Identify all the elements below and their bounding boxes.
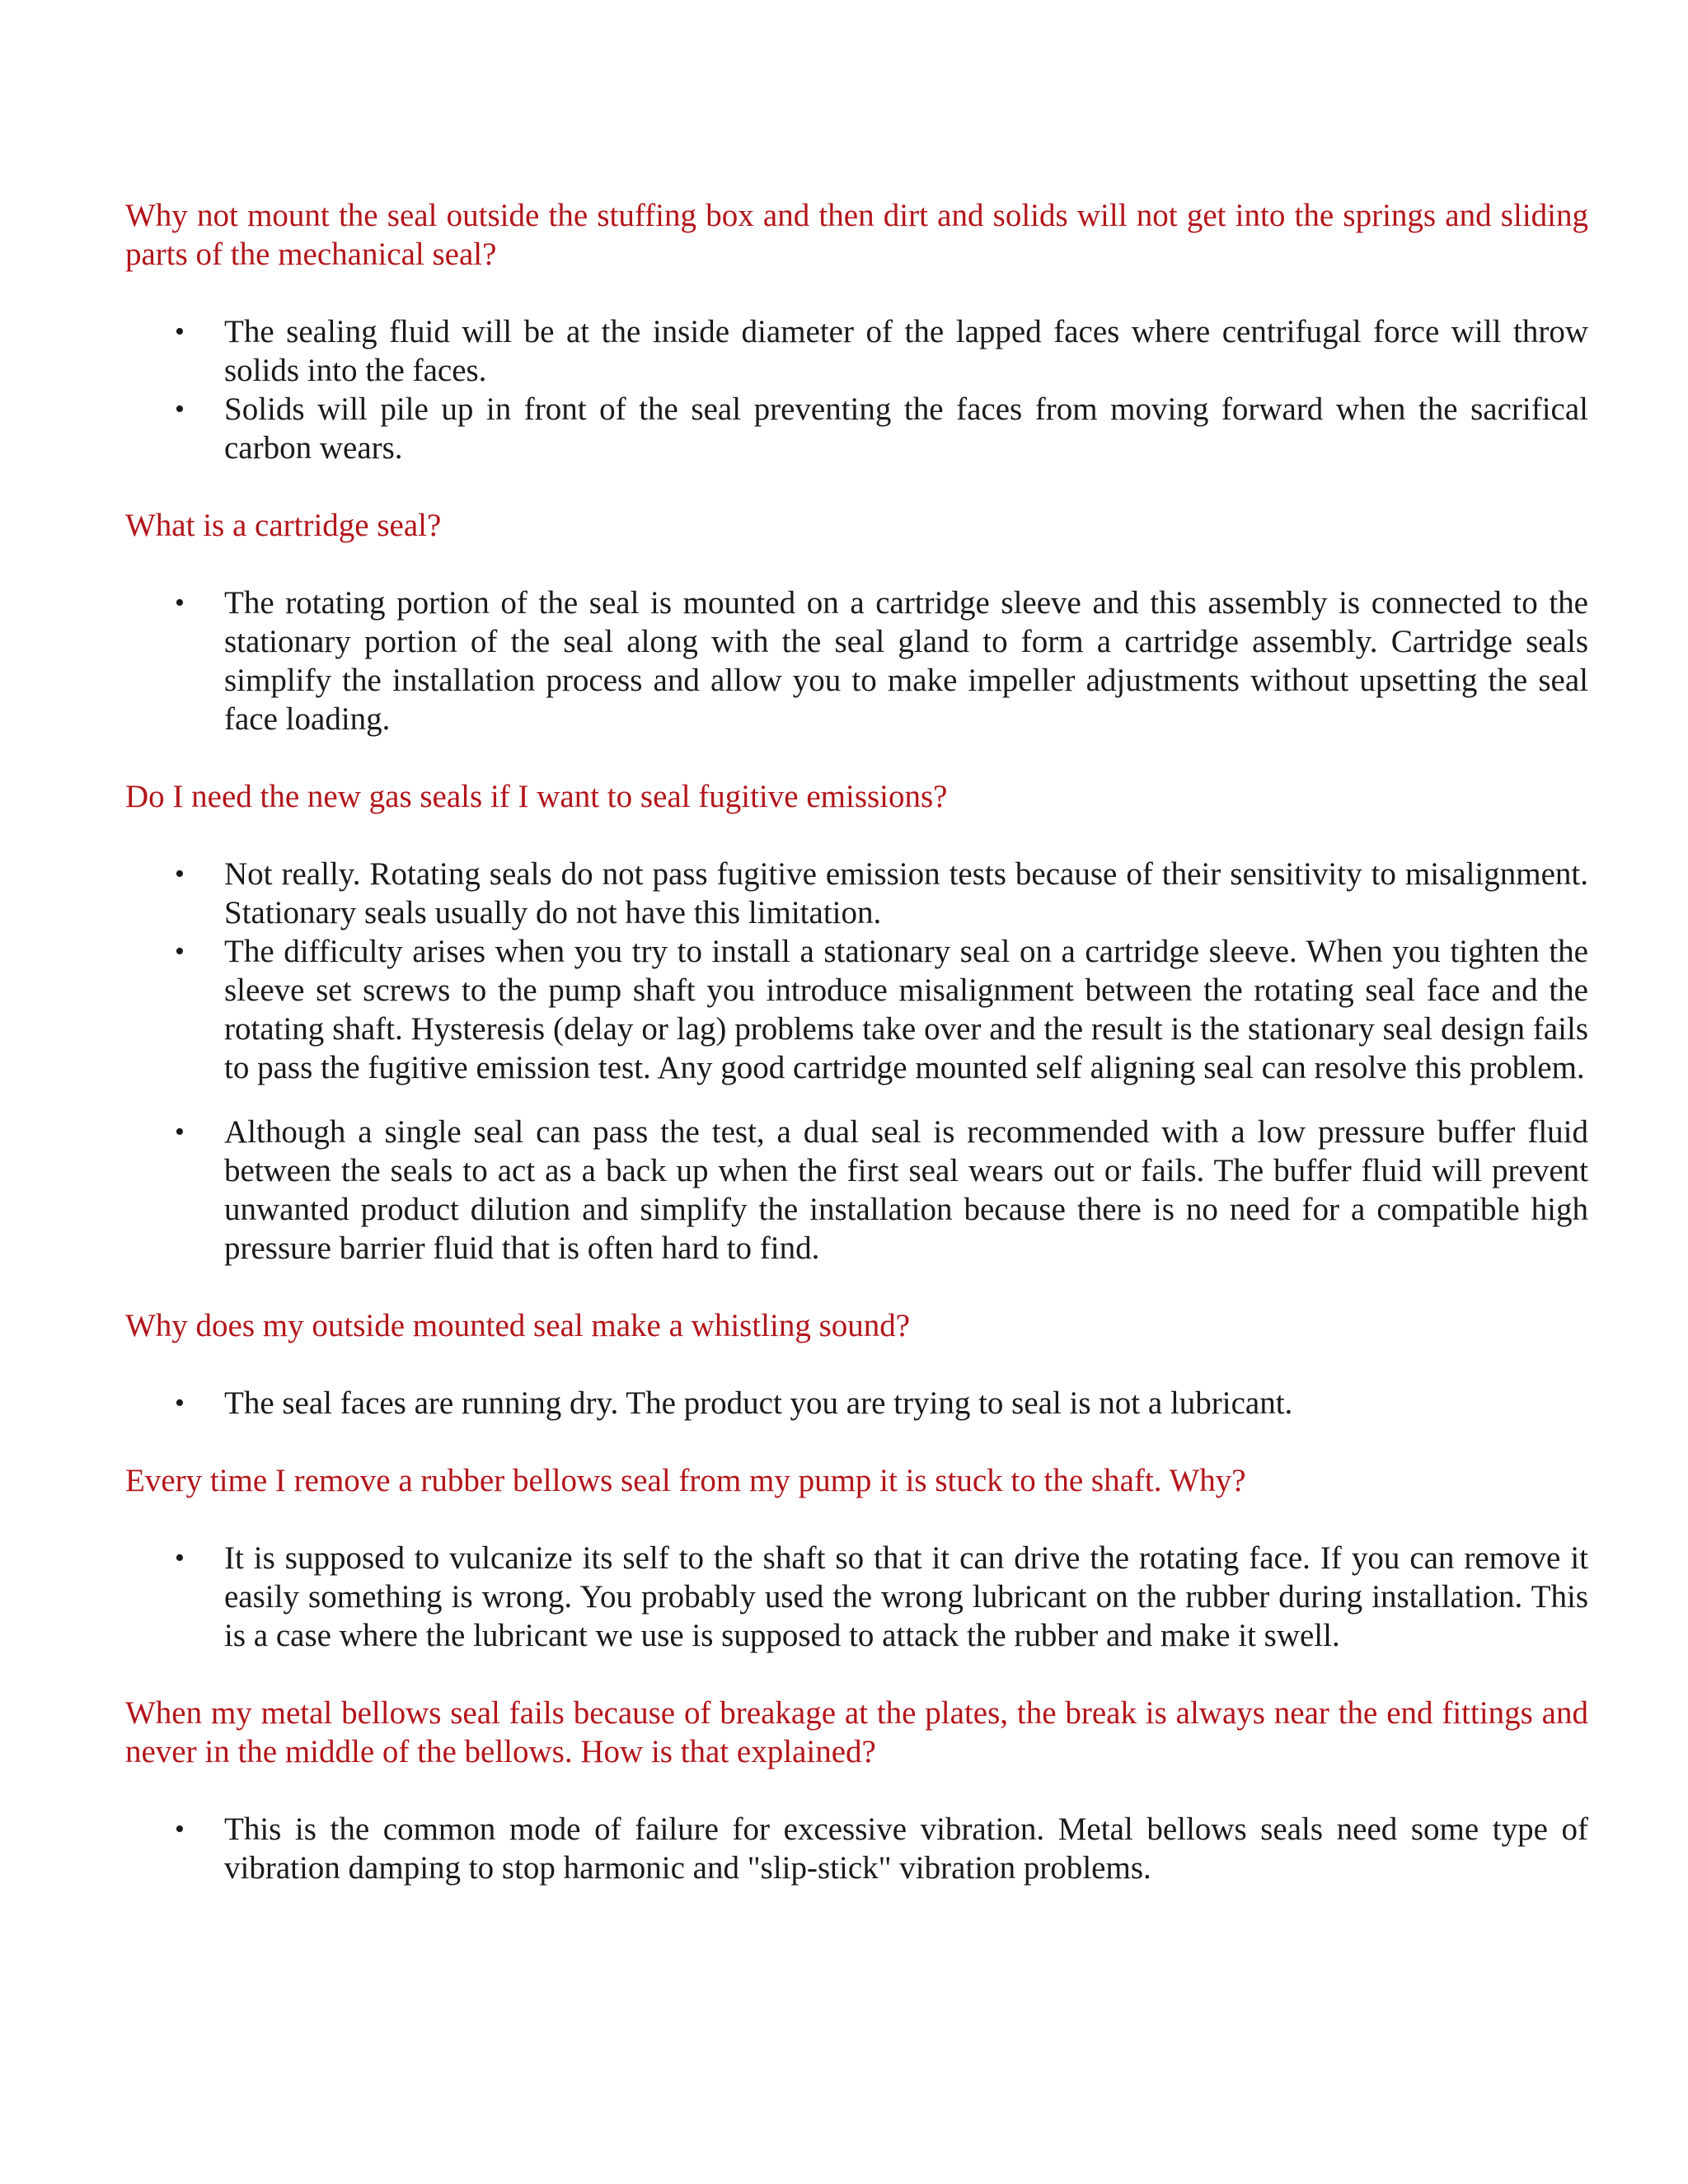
faq-answer-text: Not really. Rotating seals do not pass fugitive emission tests because of their sensitivity to misalignment. Stationary seals usually do not have this limitation. [224, 856, 1588, 930]
faq-answer-list [125, 583, 1588, 738]
faq-answer-text: Although a single seal can pass the test, a dual seal is recommended with a low pressure buffer fluid between the seals to act as a back up when the first seal wears out or fails. The buffer fluid will prevent unwanted product dilution and simplify the installation because there is no need for a compatible high pressure barrier fluid that is often hard to find. [224, 1114, 1588, 1266]
bullet-icon: • [175, 1117, 185, 1147]
faq-item [125, 1694, 1588, 1887]
faq-answer-list [125, 1810, 1588, 1887]
faq-answer-text: The rotating portion of the seal is mounted on a cartridge sleeve and this assembly is connected to the stationary portion of the seal along with the seal gland to form a cartridge assembly. Cartridge seals simplify the installation process and allow you to make impeller adjustments without upsetting the seal face loading. [224, 585, 1588, 737]
faq-answer-list [125, 312, 1588, 467]
faq-answer-text: The sealing fluid will be at the inside diameter of the lapped faces where centrifugal force will throw solids into the faces. [224, 314, 1588, 388]
bullet-icon: • [175, 936, 185, 967]
faq-answer-text: It is supposed to vulcanize its self to the shaft so that it can drive the rotating face. If you can remove it easily something is wrong. You probably used the wrong lubricant on the rubber during installation. This is a case where the lubricant we use is supposed to attack the rubber and make it swell. [224, 1540, 1588, 1653]
bullet-icon: • [175, 859, 185, 889]
faq-question: Every time I remove a rubber bellows seal from my pump it is stuck to the shaft. Why? [125, 1463, 1246, 1498]
bullet-icon: • [175, 1543, 185, 1573]
faq-item [125, 1306, 1588, 1422]
faq-item [125, 1461, 1588, 1655]
faq-answer-list [125, 855, 1588, 1268]
faq-answer-list [125, 1384, 1588, 1422]
faq-answer [125, 583, 1588, 738]
faq-answer [125, 312, 1588, 390]
faq-item [125, 777, 1588, 1268]
faq-answer [125, 390, 1588, 467]
bullet-icon: • [175, 588, 185, 618]
faq-question: When my metal bellows seal fails because of breakage at the plates, the break is always near the end fittings and never in the middle of the bellows. How is that explained? [125, 1695, 1588, 1769]
faq-question: Why not mount the seal outside the stuffing box and then dirt and solids will not get into the springs and sliding parts of the mechanical seal? [125, 198, 1588, 272]
faq-answer-list [125, 1539, 1588, 1655]
faq-answer [125, 855, 1588, 932]
faq-answer [125, 932, 1588, 1087]
faq-answer-text: The seal faces are running dry. The product you are trying to seal is not a lubricant. [224, 1385, 1293, 1421]
faq-question: Do I need the new gas seals if I want to seal fugitive emissions? [125, 779, 948, 814]
faq-answer [125, 1384, 1588, 1422]
faq-answer [125, 1539, 1588, 1655]
faq-answer-text: Solids will pile up in front of the seal preventing the faces from moving forward when the sacrifical carbon wears. [224, 391, 1588, 466]
faq-item [125, 196, 1588, 467]
faq-question: What is a cartridge seal? [125, 508, 442, 543]
faq-item [125, 506, 1588, 738]
faq-answer [125, 1810, 1588, 1887]
faq-answer-text: This is the common mode of failure for excessive vibration. Metal bellows seals need some type of vibration damping to stop harmonic and "slip-stick" vibration problems. [224, 1811, 1588, 1886]
bullet-icon: • [175, 1814, 185, 1844]
faq-answer [125, 1113, 1588, 1268]
bullet-icon: • [175, 394, 185, 424]
bullet-icon: • [175, 1388, 185, 1418]
faq-answer-text: The difficulty arises when you try to install a stationary seal on a cartridge sleeve. When you tighten the sleeve set screws to the pump shaft you introduce misalignment between the rotating seal face and the rotating shaft. Hysteresis (delay or lag) problems take over and the result is the stationary seal design fails to pass the fugitive emission test. Any good cartridge mounted self aligning seal can resolve this problem. [224, 934, 1588, 1085]
faq-question: Why does my outside mounted seal make a whistling sound? [125, 1308, 911, 1343]
bullet-icon: • [175, 316, 185, 347]
